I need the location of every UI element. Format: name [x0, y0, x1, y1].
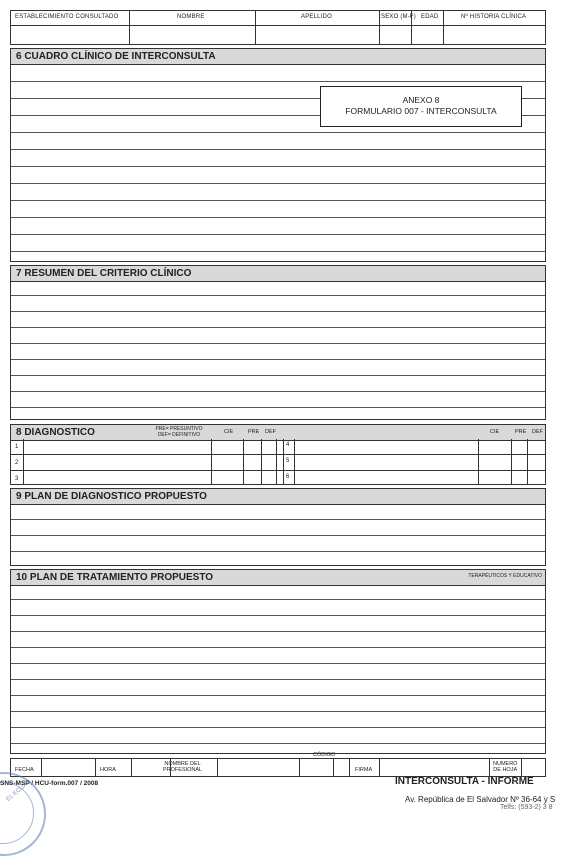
- form-code: SNS-MSP / HCU-form.007 / 2008: [0, 780, 99, 787]
- diag-field-3[interactable]: [24, 471, 210, 484]
- section-title-6: 6 CUADRO CLÍNICO DE INTERCONSULTA: [11, 49, 545, 65]
- section-title-10: [11, 570, 545, 586]
- section-title-10-text: 10 PLAN DE TRATAMIENTO PROPUESTO: [16, 572, 214, 583]
- diag-field-2[interactable]: [24, 455, 210, 470]
- plan-diagnostico-textarea[interactable]: [11, 505, 545, 565]
- annex-title: ANEXO 8: [402, 95, 440, 105]
- section-title-8-text: 8 DIAGNOSTICO: [16, 427, 95, 438]
- section-resumen-criterio: [10, 265, 546, 420]
- col-cie-left: CIE: [224, 429, 234, 435]
- firma-field[interactable]: [380, 760, 488, 775]
- label-nombre-profesional-2: PROFESIONAL: [163, 767, 203, 773]
- header-col-sep: [379, 11, 380, 44]
- label-apellido: APELLIDO: [301, 14, 332, 20]
- label-firma: FIRMA: [355, 767, 373, 773]
- diagnostico-grid: [11, 439, 545, 484]
- edad-field[interactable]: [413, 27, 441, 44]
- legend-definitivo: DEF= DEFINITIVO: [157, 432, 201, 438]
- col-pre-right: PRE: [515, 429, 527, 435]
- label-numero-hoja: [493, 761, 517, 773]
- col-def-left: DEF: [265, 429, 276, 435]
- form-title: INTERCONSULTA - INFORME: [395, 776, 534, 787]
- label-edad: EDAD: [421, 14, 439, 20]
- plan-tratamiento-textarea[interactable]: [11, 586, 545, 753]
- header-col-sep: [255, 11, 256, 44]
- numero-hoja-field[interactable]: [522, 760, 545, 775]
- diag-row-1: 1: [15, 444, 19, 450]
- diag-row-5: 5: [286, 458, 290, 464]
- diag-field-1[interactable]: [24, 439, 210, 454]
- apellido-field[interactable]: [257, 27, 377, 44]
- label-establecimiento: ESTABLECIMIENTO CONSULTADO: [15, 14, 119, 20]
- annex-box: [320, 86, 522, 127]
- section-diagnostico: [10, 424, 546, 485]
- nombre-field[interactable]: [131, 27, 253, 44]
- label-fecha: FECHA: [15, 767, 34, 773]
- col-def-right: DEF: [532, 429, 543, 435]
- section-plan-tratamiento: [10, 569, 546, 754]
- hora-field[interactable]: [132, 760, 169, 775]
- diag-row-2: 2: [15, 460, 19, 466]
- phone: Telfs: (593-2) 3 8: [500, 804, 553, 811]
- label-codigo: CÓDIGO: [313, 752, 336, 758]
- legend-presuntivo: PRE= PRESUNTIVO: [155, 426, 203, 432]
- header-col-sep: [443, 11, 444, 44]
- header-divider: [11, 25, 545, 26]
- diag-row-3: 3: [15, 476, 19, 482]
- col-pre-left: PRE: [248, 429, 260, 435]
- label-nombre-profesional-1: NOMBRE DEL: [164, 761, 201, 767]
- label-nombre: NOMBRE: [177, 14, 205, 20]
- section-title-9: 9 PLAN DE DIAGNOSTICO PROPUESTO: [11, 489, 545, 505]
- label-numero-hoja-1: NUMERO: [493, 761, 518, 767]
- address: Av. República de El Salvador Nº 36-64 y S: [405, 795, 556, 804]
- fecha-field[interactable]: [42, 760, 94, 775]
- col-cie-right: CIE: [490, 429, 500, 435]
- diag-field-4[interactable]: [295, 439, 477, 454]
- section-cuadro-clinico: [10, 48, 546, 262]
- label-historia-clinica: Nº HISTORIA CLÍNICA: [461, 14, 527, 20]
- establecimiento-field[interactable]: [13, 27, 127, 44]
- historia-clinica-field[interactable]: [445, 27, 545, 44]
- codigo-field[interactable]: [300, 760, 332, 775]
- diag-field-6[interactable]: [295, 471, 477, 484]
- nombre-profesional-field[interactable]: [218, 760, 298, 775]
- section-plan-diagnostico: [10, 488, 546, 566]
- header-col-sep: [129, 11, 130, 44]
- tratamiento-note: TERAPÉUTICOS Y EDUCATIVO: [468, 573, 542, 579]
- label-hora: HORA: [100, 767, 116, 773]
- resumen-criterio-textarea[interactable]: [11, 282, 545, 419]
- footer-table: [10, 758, 546, 777]
- seal-text: EL ECUAD: [5, 779, 33, 803]
- diag-field-5[interactable]: [295, 455, 477, 470]
- diag-row-6: 6: [286, 474, 290, 480]
- diagnostico-legend: [149, 426, 209, 438]
- label-numero-hoja-2: DE HOJA: [493, 767, 518, 773]
- sexo-field[interactable]: [381, 27, 409, 44]
- header-table: [10, 10, 546, 45]
- section-title-7: 7 RESUMEN DEL CRITERIO CLÍNICO: [11, 266, 545, 282]
- label-sexo: SEXO (M-F): [381, 14, 416, 20]
- diag-row-4: 4: [286, 442, 290, 448]
- annex-subtitle: FORMULARIO 007 - INTERCONSULTA: [345, 106, 497, 116]
